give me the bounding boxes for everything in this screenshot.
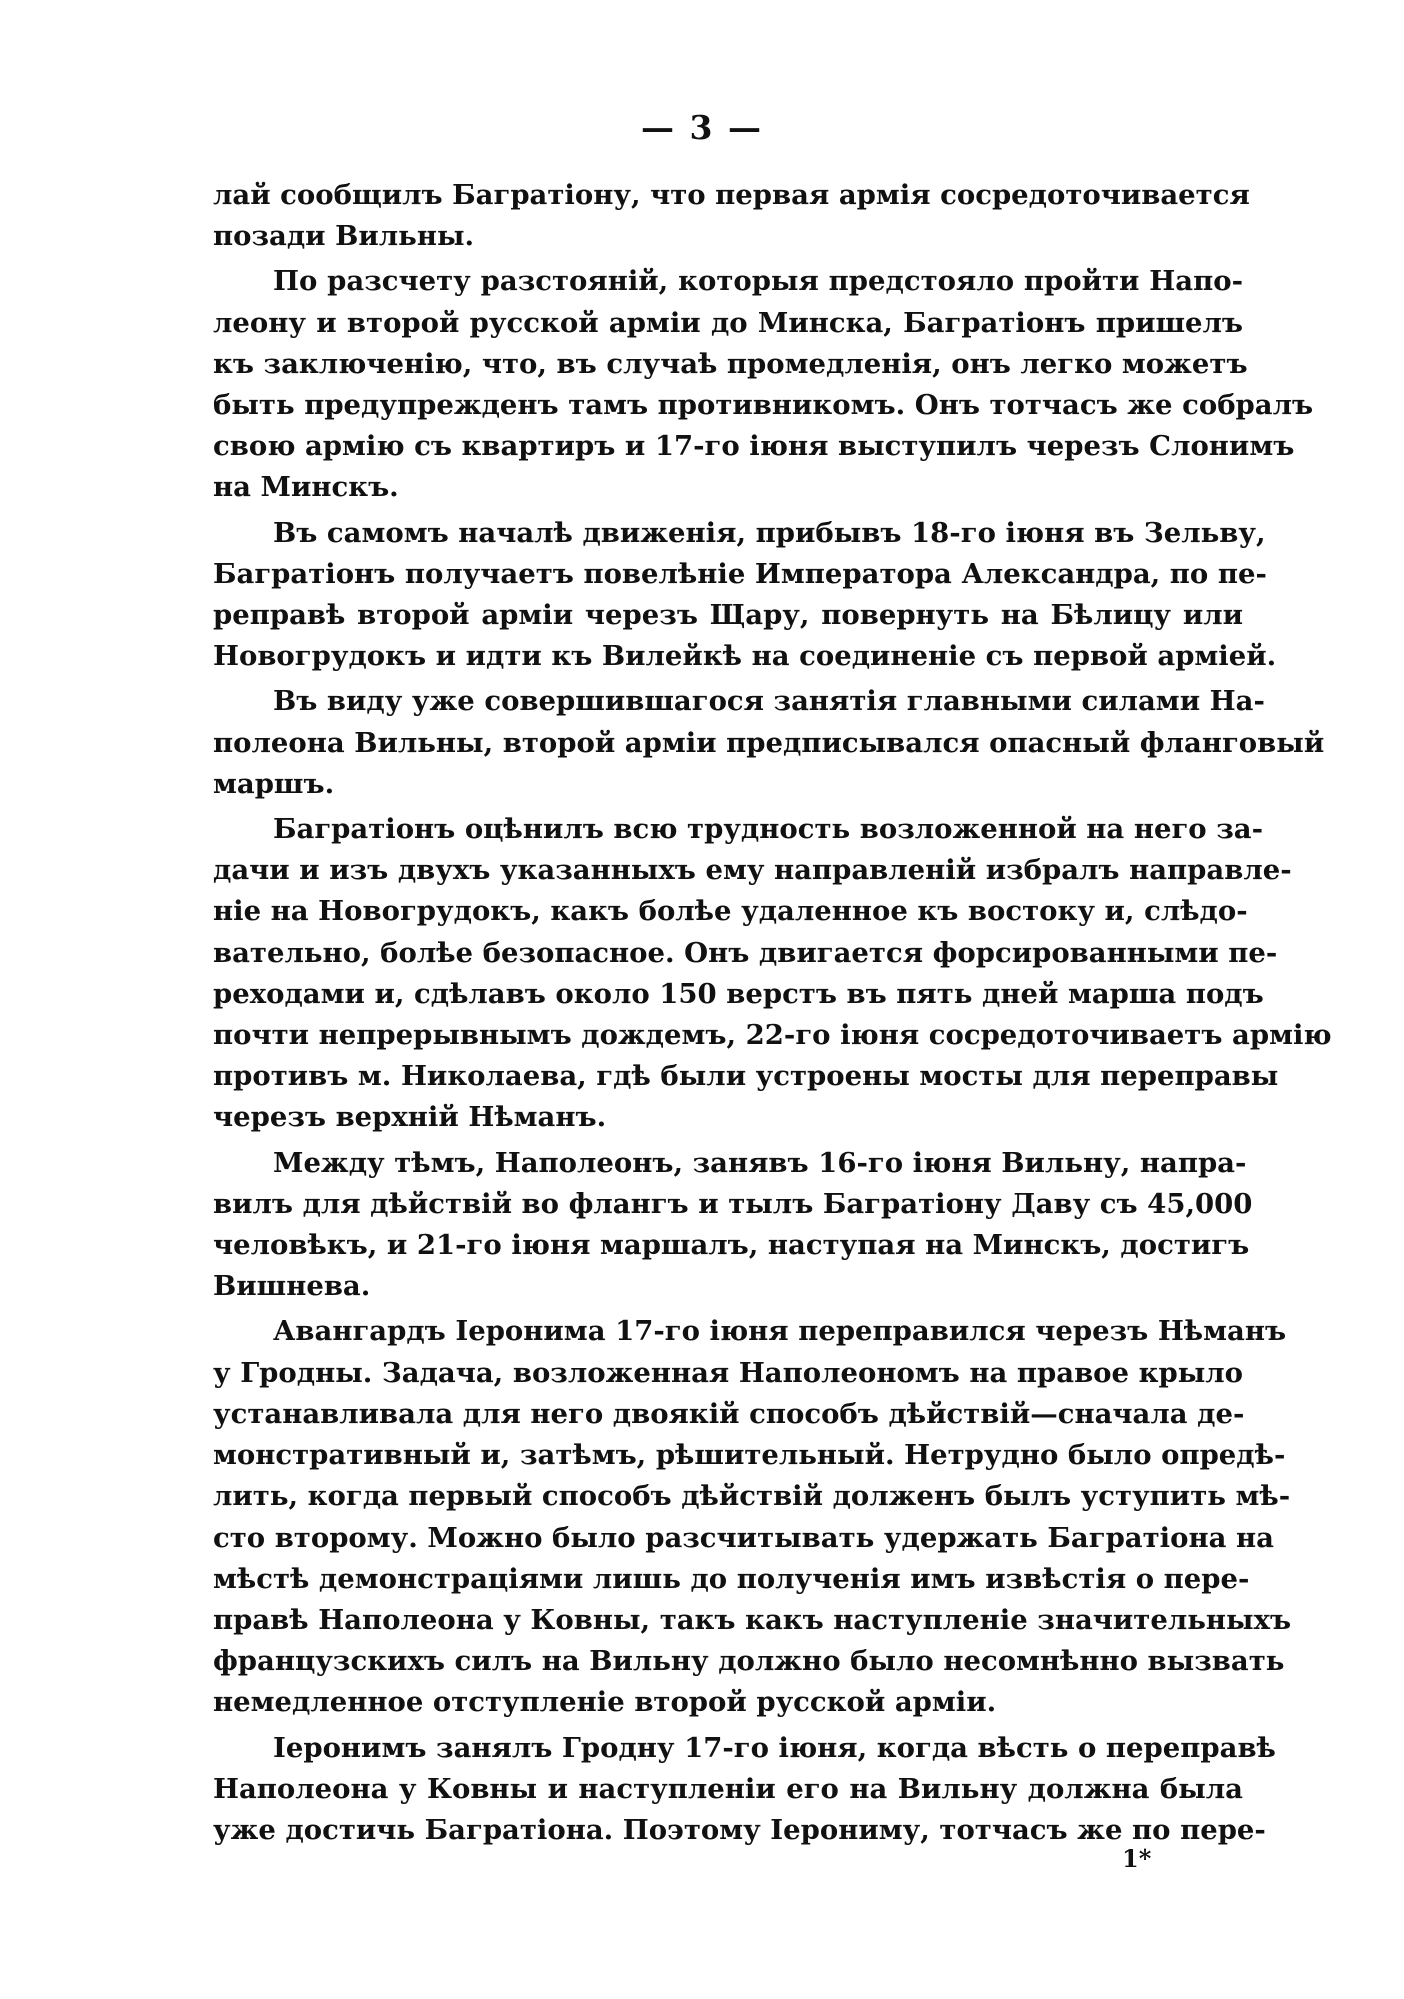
body-text (213, 175, 1332, 1855)
text-line: Іеронимъ занялъ Гродну 17-го іюня, когда вѣсть о переправѣ (273, 1731, 1276, 1764)
text-line: реходами и, сдѣлавъ около 150 верстъ въ пять дней марша подъ (213, 977, 1264, 1010)
text-line: французскихъ силъ на Вильну должно было несомнѣнно вызвать (213, 1645, 1285, 1678)
text-line: немедленное отступленіе второй русской арміи. (213, 1686, 997, 1719)
text-line: маршъ. (213, 767, 335, 800)
text-line: черезъ верхній Нѣманъ. (213, 1101, 607, 1134)
text-line: сто второму. Можно было разсчитывать удержать Багратіона на (213, 1521, 1274, 1554)
page-number: — 3 — (641, 108, 763, 147)
paragraph (213, 681, 1325, 805)
text-line: Новогрудокъ и идти къ Вилейкѣ на соединеніе съ первой арміей. (213, 640, 1277, 673)
signature-mark: 1* (1122, 1844, 1152, 1873)
text-line: По разсчету разстояній, которыя предстояло пройти Напо- (273, 265, 1243, 298)
text-line: лить, когда первый способъ дѣйствій долженъ былъ уступить мѣ- (213, 1480, 1291, 1513)
text-line: къ заключенію, что, въ случаѣ промедленія, онъ легко можетъ (213, 347, 1248, 380)
paragraph (213, 513, 1277, 678)
text-line: леону и второй русской арміи до Минска, Багратіонъ пришелъ (213, 306, 1243, 339)
text-line: лай сообщилъ Багратіону, что первая армія сосредоточивается (213, 179, 1250, 211)
paragraph (213, 809, 1332, 1139)
text-line: противъ м. Николаева, гдѣ были устроены мосты для переправы (213, 1060, 1279, 1093)
paragraph (213, 175, 1250, 257)
text-line: ніе на Новогрудокъ, какъ болѣе удаленное къ востоку и, слѣдо- (213, 895, 1248, 928)
text-line: полеона Вильны, второй арміи предписывался опасный фланговый (213, 726, 1325, 759)
text-line: Въ самомъ началѣ движенія, прибывъ 18-го іюня въ Зельву, (273, 516, 1266, 549)
text-line: уже достичь Багратіона. Поэтому Іерониму, тотчасъ же по пере- (213, 1813, 1266, 1846)
paragraph (213, 1728, 1276, 1852)
text-line: человѣкъ, и 21-го іюня маршалъ, наступая на Минскъ, достигъ (213, 1229, 1250, 1262)
text-line: почти непрерывнымъ дождемъ, 22-го іюня сосредоточиваетъ армію (213, 1019, 1332, 1052)
text-line: Наполеона у Ковны и наступленіи его на Вильну должна была (213, 1772, 1243, 1805)
text-line: быть предупрежденъ тамъ противникомъ. Онъ тотчасъ же собралъ (213, 389, 1314, 422)
text-line: дачи и изъ двухъ указанныхъ ему направленій избралъ направле- (213, 854, 1292, 887)
text-line: Вишнева. (213, 1270, 371, 1303)
text-line: правѣ Наполеона у Ковны, такъ какъ наступленіе значительныхъ (213, 1603, 1292, 1636)
text-line: Багратіонъ оцѣнилъ всю трудность возложенной на него за- (273, 813, 1263, 846)
text-line: на Минскъ. (213, 471, 399, 504)
text-line: Авангардъ Іеронима 17-го іюня переправился черезъ Нѣманъ (273, 1315, 1287, 1348)
text-line: свою армію съ квартиръ и 17-го іюня выступилъ черезъ Слонимъ (213, 430, 1295, 463)
paragraph (213, 261, 1314, 508)
text-line: мѣстѣ демонстраціями лишь до полученія имъ извѣстія о пере- (213, 1562, 1250, 1595)
text-line: у Гродны. Задача, возложенная Наполеономъ на правое крыло (213, 1356, 1243, 1389)
text-line: вилъ для дѣйствій во флангъ и тылъ Багратіону Даву съ 45,000 (213, 1187, 1253, 1220)
text-line: Между тѣмъ, Наполеонъ, занявъ 16-го іюня Вильну, напра- (273, 1146, 1247, 1179)
text-line: реправѣ второй арміи черезъ Щару, повернуть на Бѣлицу или (213, 599, 1243, 632)
text-line: Багратіонъ получаетъ повелѣніе Императора Александра, по пе- (213, 557, 1267, 590)
paragraph (213, 1143, 1253, 1308)
paragraph (213, 1311, 1292, 1723)
text-line: устанавливала для него двоякій способъ дѣйствій—сначала де- (213, 1397, 1245, 1430)
text-line: позади Вильны. (213, 220, 475, 253)
text-line: монстративный и, затѣмъ, рѣшительный. Нетрудно было опредѣ- (213, 1439, 1286, 1472)
text-line: вательно, болѣе безопасное. Онъ двигается форсированными пе- (213, 936, 1278, 969)
text-line: Въ виду уже совершившагося занятія главными силами На- (273, 685, 1265, 718)
